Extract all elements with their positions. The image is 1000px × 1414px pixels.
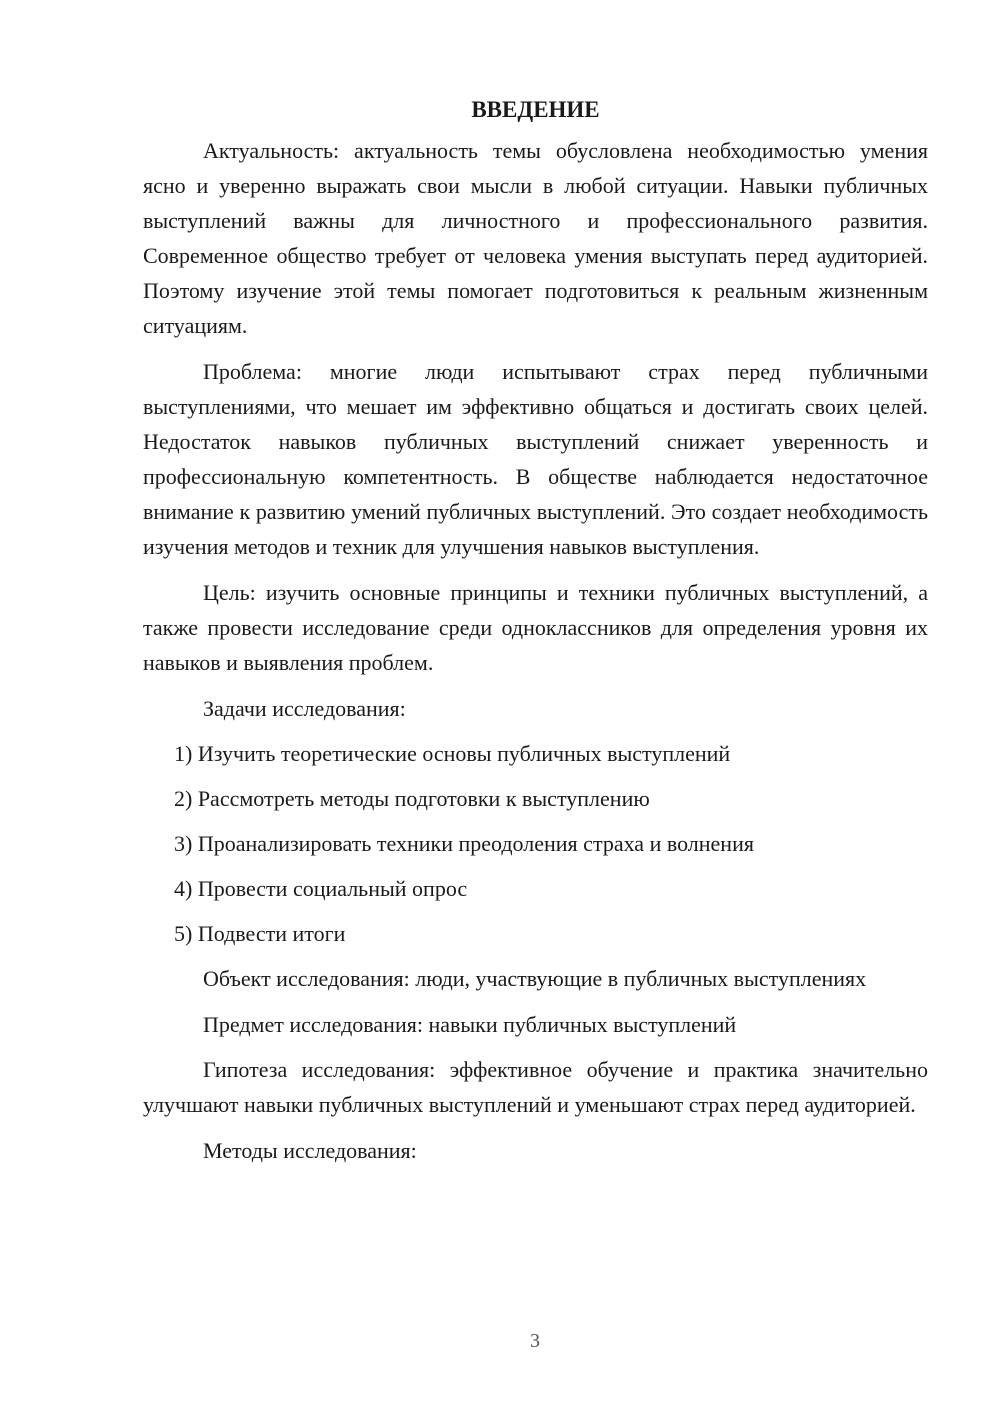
list-item: 3) Проанализировать техники преодоления страха и волнения [174, 831, 754, 856]
goal-paragraph: Цель: изучить основные принципы и техники публичных выступлений, а также провести исследование среди одноклассников для определения уровня их навыков и выявления проблем. [143, 580, 928, 675]
subject-paragraph: Предмет исследования: навыки публичных выступлений [203, 1012, 737, 1037]
list-item: 1) Изучить теоретические основы публичных выступлений [174, 741, 731, 766]
tasks-list [143, 736, 928, 951]
page-number: 3 [530, 1330, 540, 1352]
page-title: ВВЕДЕНИЕ [471, 97, 600, 122]
tasks-heading: Задачи исследования: [203, 696, 406, 721]
document-page [143, 92, 928, 1178]
list-item: 4) Провести социальный опрос [174, 876, 468, 901]
relevance-paragraph: Актуальность: актуальность темы обусловлена необходимостью умения ясно и уверенно выражать свои мысли в любой ситуации. Навыки публичных выступлений важны для личностного и профессионального развития. Современное общество требует от человека умения выступать перед аудиторией. Поэтому изучение этой темы помогает подготовиться к реальным жизненным ситуациям. [143, 138, 928, 338]
problem-paragraph: Проблема: многие люди испытывают страх перед публичными выступлениями, что мешает им эффективно общаться и достигать своих целей. Недостаток навыков публичных выступлений снижает уверенность и профессиональную компетентность. В обществе наблюдается недостаточное внимание к развитию умений публичных выступлений. Это создает необходимость изучения методов и техник для улучшения навыков выступления. [143, 359, 928, 559]
hypothesis-paragraph: Гипотеза исследования: эффективное обучение и практика значительно улучшают навыки публичных выступлений и уменьшают страх перед аудиторией. [143, 1057, 928, 1117]
methods-heading: Методы исследования: [203, 1138, 417, 1163]
list-item: 2) Рассмотреть методы подготовки к выступлению [174, 786, 650, 811]
object-paragraph: Объект исследования: люди, участвующие в публичных выступлениях [203, 966, 867, 991]
list-item: 5) Подвести итоги [174, 921, 346, 946]
